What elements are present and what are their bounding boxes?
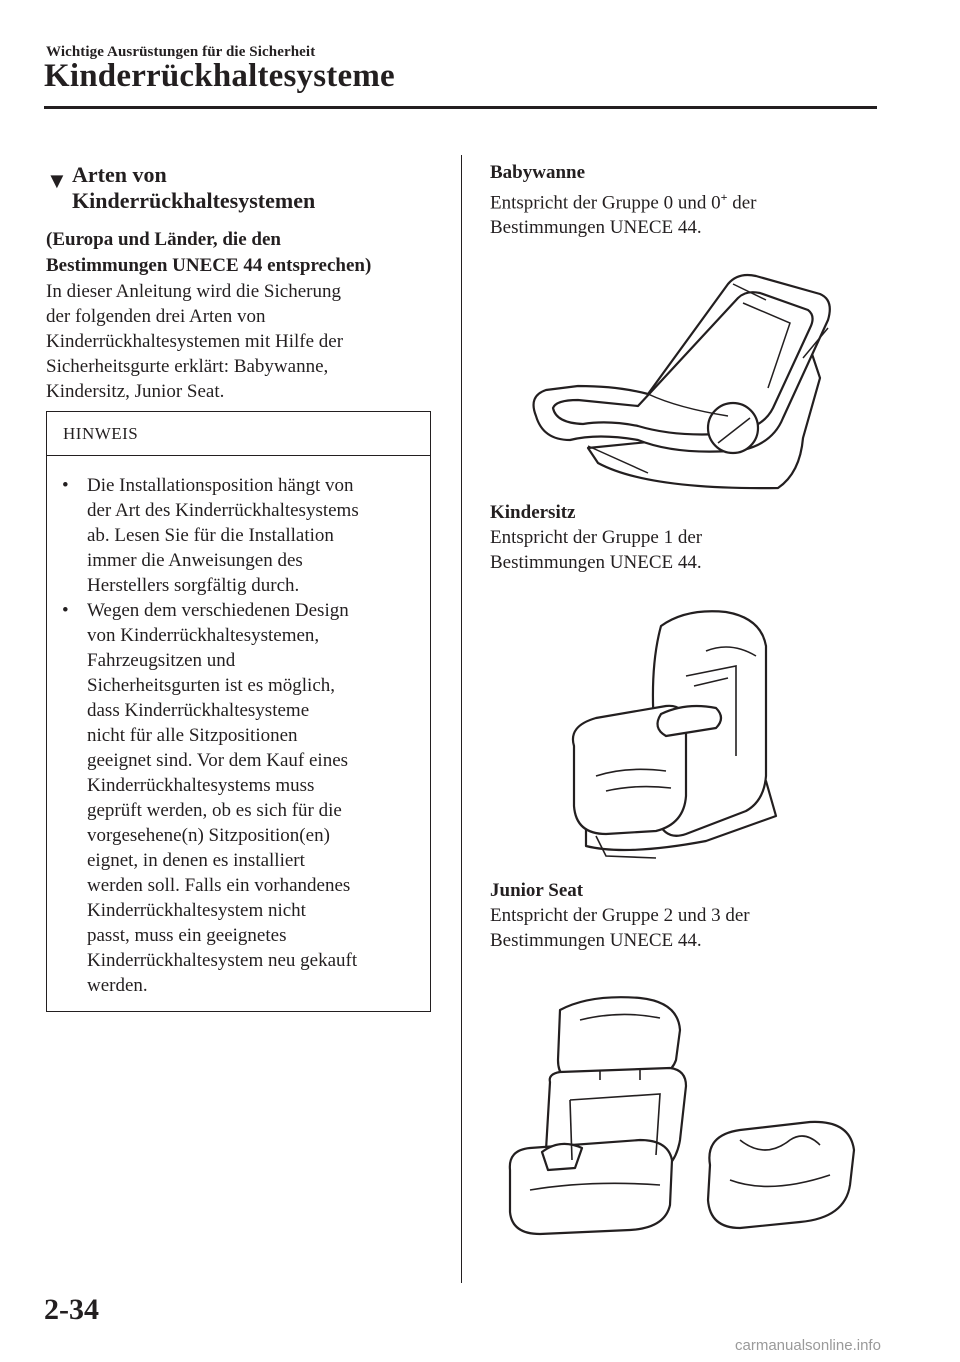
column-divider (461, 155, 462, 1283)
note-line: vorgesehene(n) Sitzposition(en) (87, 825, 330, 846)
bullet-icon: • (62, 600, 69, 621)
babywanne-text: Entspricht der Gruppe 0 und 0 (490, 192, 721, 214)
child-seat-illustration (566, 606, 786, 868)
note-title: HINWEIS (63, 424, 139, 443)
note-line: nicht für alle Sitzpositionen (87, 725, 298, 746)
junior-block (490, 878, 890, 953)
note-line: der Art des Kinderrückhaltesystems (87, 500, 359, 521)
babywanne-line (490, 185, 890, 215)
junior-line: Bestimmungen UNECE 44. (490, 930, 702, 951)
note-line: Kinderrückhaltesystem nicht (87, 900, 306, 921)
intro-line: Sicherheitsgurte erklärt: Babywanne, (46, 356, 329, 377)
subheading (46, 227, 446, 279)
kindersitz-title: Kindersitz (490, 502, 576, 523)
booster-seat-illustration (500, 990, 866, 1238)
subheading-line: (Europa und Länder, die den (46, 229, 281, 250)
watermark: carmanualsonline.info (735, 1337, 881, 1354)
intro-paragraph (46, 279, 446, 404)
note-line: ab. Lesen Sie für die Installation (87, 525, 334, 546)
babywanne-title: Babywanne (490, 162, 586, 183)
note-line: Herstellers sorgfältig durch. (87, 575, 300, 596)
page-number: 2-34 (44, 1293, 99, 1326)
header-rule (44, 106, 877, 109)
intro-line: Kinderrückhaltesystemen mit Hilfe der (46, 331, 344, 352)
note-line: Kinderrückhaltesystem neu gekauft (87, 950, 358, 971)
section-label: Wichtige Ausrüstungen für die Sicherheit (46, 44, 316, 60)
kindersitz-line: Entspricht der Gruppe 1 der (490, 527, 703, 548)
heading-triangle-icon: ▼ (46, 168, 68, 193)
note-line: geeignet sind. Vor dem Kauf eines (87, 750, 349, 771)
junior-title: Junior Seat (490, 880, 584, 901)
babywanne-block (490, 160, 890, 240)
note-line: immer die Anweisungen des (87, 550, 303, 571)
plus-superscript: + (720, 190, 728, 204)
note-line: geprüft werden, ob es sich für die (87, 800, 342, 821)
bullet-icon: • (62, 475, 69, 496)
intro-line: der folgenden drei Arten von (46, 306, 266, 327)
page-title: Kinderrückhaltesysteme (44, 58, 395, 94)
note-line: Kinderrückhaltesystems muss (87, 775, 315, 796)
infant-carrier-illustration (528, 268, 840, 494)
note-line: Fahrzeugsitzen und (87, 650, 236, 671)
babywanne-text-end: der (727, 192, 757, 214)
note-line: Wegen dem verschiedenen Design (87, 600, 349, 621)
note-line: Die Installationsposition hängt von (87, 475, 354, 496)
note-line: dass Kinderrückhaltesysteme (87, 700, 310, 721)
heading-line: Kinderrückhaltesystemen (72, 188, 316, 213)
note-line: passt, muss ein geeignetes (87, 925, 287, 946)
note-line: Sicherheitsgurten ist es möglich, (87, 675, 336, 696)
intro-line: In dieser Anleitung wird die Sicherung (46, 281, 341, 302)
note-divider (46, 455, 431, 456)
subheading-line: Bestimmungen UNECE 44 entsprechen) (46, 255, 372, 276)
note-bullet-2 (87, 598, 417, 998)
section-heading (72, 162, 452, 214)
babywanne-line: Bestimmungen UNECE 44. (490, 217, 702, 239)
note-line: werden. (87, 975, 148, 996)
note-line: werden soll. Falls ein vorhandenes (87, 875, 351, 896)
intro-line: Kindersitz, Junior Seat. (46, 381, 225, 402)
junior-line: Entspricht der Gruppe 2 und 3 der (490, 905, 750, 926)
kindersitz-block (490, 500, 890, 575)
kindersitz-line: Bestimmungen UNECE 44. (490, 552, 702, 573)
note-bullet-1 (87, 473, 417, 598)
note-line: eignet, in denen es installiert (87, 850, 305, 871)
heading-line: Arten von (72, 162, 167, 187)
note-line: von Kinderrückhaltesystemen, (87, 625, 320, 646)
